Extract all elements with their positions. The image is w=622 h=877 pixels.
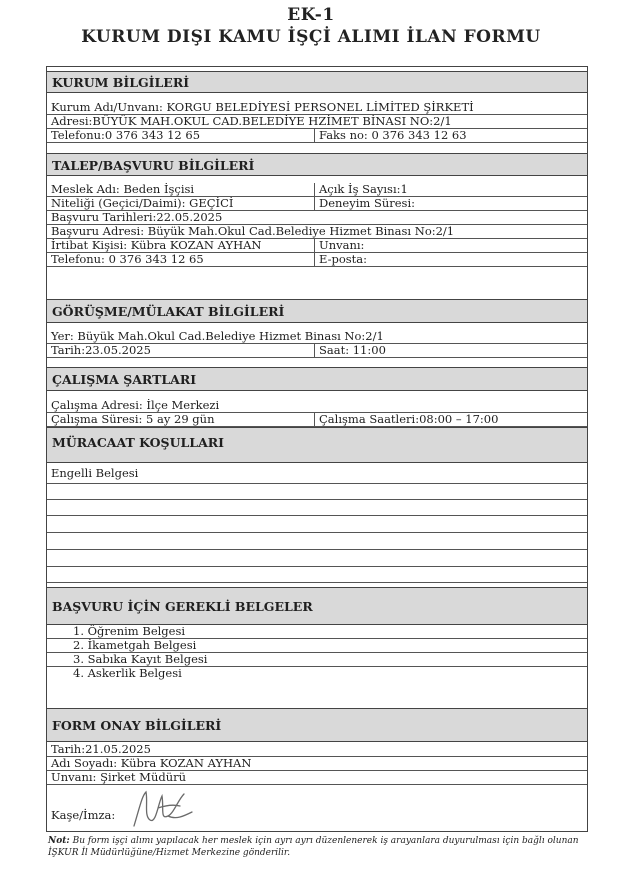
- row-muracaat-empty: [47, 500, 587, 516]
- talep-deneyim: Deneyim Süresi:: [319, 197, 416, 210]
- gorusme-yer: Yer: Büyük Mah.Okul Cad.Belediye Hizmet Binası No:2/1: [51, 330, 384, 343]
- row-muracaat-empty: [47, 550, 587, 567]
- talep-irtibat: İrtibat Kişisi: Kübra KOZAN AYHAN: [47, 239, 315, 252]
- belge-item: 3. Sabıka Kayıt Belgesi: [73, 653, 208, 666]
- talep-telefon: Telefonu: 0 376 343 12 65: [47, 253, 315, 266]
- talep-nitelik: Niteliği (Geçici/Daimi): GEÇİCİ: [47, 197, 315, 210]
- calisma-sure: Çalışma Süresi: 5 ay 29 gün: [47, 413, 315, 426]
- muracaat-item: Engelli Belgesi: [51, 467, 139, 480]
- form-title: KURUM DIŞI KAMU İŞÇİ ALIMI İLAN FORMU: [81, 27, 541, 47]
- onay-tarih: Tarih:21.05.2025: [51, 743, 151, 756]
- row-gorusme-yer: [47, 330, 587, 344]
- kurum-adres: Adresi:BÜYÜK MAH.OKUL CAD.BELEDİYE HZİMET BİNASI NO:2/1: [51, 115, 452, 128]
- row-calisma-adres: [47, 399, 587, 413]
- row-talep-telefon: [47, 253, 587, 267]
- row-belge-2: [47, 639, 587, 653]
- handwritten-signature: [128, 786, 198, 834]
- row-muracaat-1: [47, 467, 587, 484]
- gorusme-tarih: Tarih:23.05.2025: [47, 344, 315, 357]
- calisma-saatler: Çalışma Saatleri:08:00 – 17:00: [319, 413, 499, 426]
- section-kurum-heading: KURUM BİLGİLERİ: [47, 71, 587, 93]
- footnote-label: Not:: [48, 836, 70, 846]
- row-talep-meslek: [47, 183, 587, 197]
- row-gorusme-tarih: [47, 344, 587, 358]
- row-belge-3: [47, 653, 587, 667]
- section-muracaat-heading: MÜRACAAT KOŞULLARI: [47, 427, 587, 463]
- row-talep-irtibat: [47, 239, 587, 253]
- belge-item: 2. İkametgah Belgesi: [73, 639, 197, 652]
- belge-item: 4. Askerlik Belgesi: [73, 667, 182, 680]
- row-muracaat-empty: [47, 567, 587, 583]
- talep-tarih: Başvuru Tarihleri:22.05.2025: [51, 211, 223, 224]
- row-talep-adres: [47, 225, 587, 239]
- kurum-ad: Kurum Adı/Unvanı: KORGU BELEDİYESİ PERSONEL LİMİTED ŞİRKETİ: [51, 101, 474, 114]
- calisma-adres: Çalışma Adresi: İlçe Merkezi: [51, 399, 220, 412]
- row-talep-tarih: [47, 211, 587, 225]
- kurum-telefon: Telefonu:0 376 343 12 65: [47, 129, 315, 142]
- talep-eposta: E-posta:: [319, 253, 368, 266]
- section-gorusme-heading: GÖRÜŞME/MÜLAKAT BİLGİLERİ: [47, 299, 587, 323]
- section-belgeler-heading: BAŞVURU İÇİN GEREKLİ BELGELER: [47, 587, 587, 625]
- talep-acik-is: Açık İş Sayısı:1: [319, 183, 408, 196]
- row-muracaat-empty: [47, 533, 587, 550]
- footnote: [48, 835, 608, 859]
- announcement-form: [46, 66, 588, 832]
- onay-unvan: Unvanı: Şirket Müdürü: [51, 771, 187, 784]
- row-onay-unvan: [47, 771, 587, 785]
- kurum-faks: Faks no: 0 376 343 12 63: [319, 129, 467, 142]
- row-kurum-ad: [47, 101, 587, 115]
- footnote-text: Bu form işçi alımı yapılacak her meslek için ayrı ayrı düzenlenerek iş arayanlara duyurulması için bağlı olunan İŞKUR İl Müdürlüğüne/Hizmet Merkezine gönderilir.: [48, 836, 579, 858]
- row-muracaat-empty: [47, 516, 587, 533]
- row-calisma-sure: [47, 413, 587, 427]
- talep-unvan: Unvanı:: [319, 239, 365, 252]
- section-calisma-heading: ÇALIŞMA ŞARTLARI: [47, 367, 587, 391]
- row-kurum-adres: [47, 115, 587, 129]
- section-onay-heading: FORM ONAY BİLGİLERİ: [47, 708, 587, 742]
- row-belge-4: [47, 667, 587, 681]
- row-onay-ad: [47, 757, 587, 771]
- section-talep-heading: TALEP/BAŞVURU BİLGİLERİ: [47, 153, 587, 176]
- row-kurum-telefon: [47, 129, 587, 143]
- talep-adres: Başvuru Adresi: Büyük Mah.Okul Cad.Belediye Hizmet Binası No:2/1: [51, 225, 455, 238]
- talep-meslek: Meslek Adı: Beden İşçisi: [47, 183, 315, 196]
- row-belge-1: [47, 625, 587, 639]
- row-talep-nitelik: [47, 197, 587, 211]
- belge-item: 1. Öğrenim Belgesi: [73, 625, 186, 638]
- annex-label: EK-1: [287, 5, 335, 25]
- row-muracaat-empty: [47, 484, 587, 500]
- onay-ad-soyad: Adı Soyadı: Kübra KOZAN AYHAN: [51, 757, 252, 770]
- gorusme-saat: Saat: 11:00: [319, 344, 386, 357]
- row-onay-tarih: [47, 743, 587, 757]
- onay-kase: Kaşe/İmza:: [51, 808, 116, 822]
